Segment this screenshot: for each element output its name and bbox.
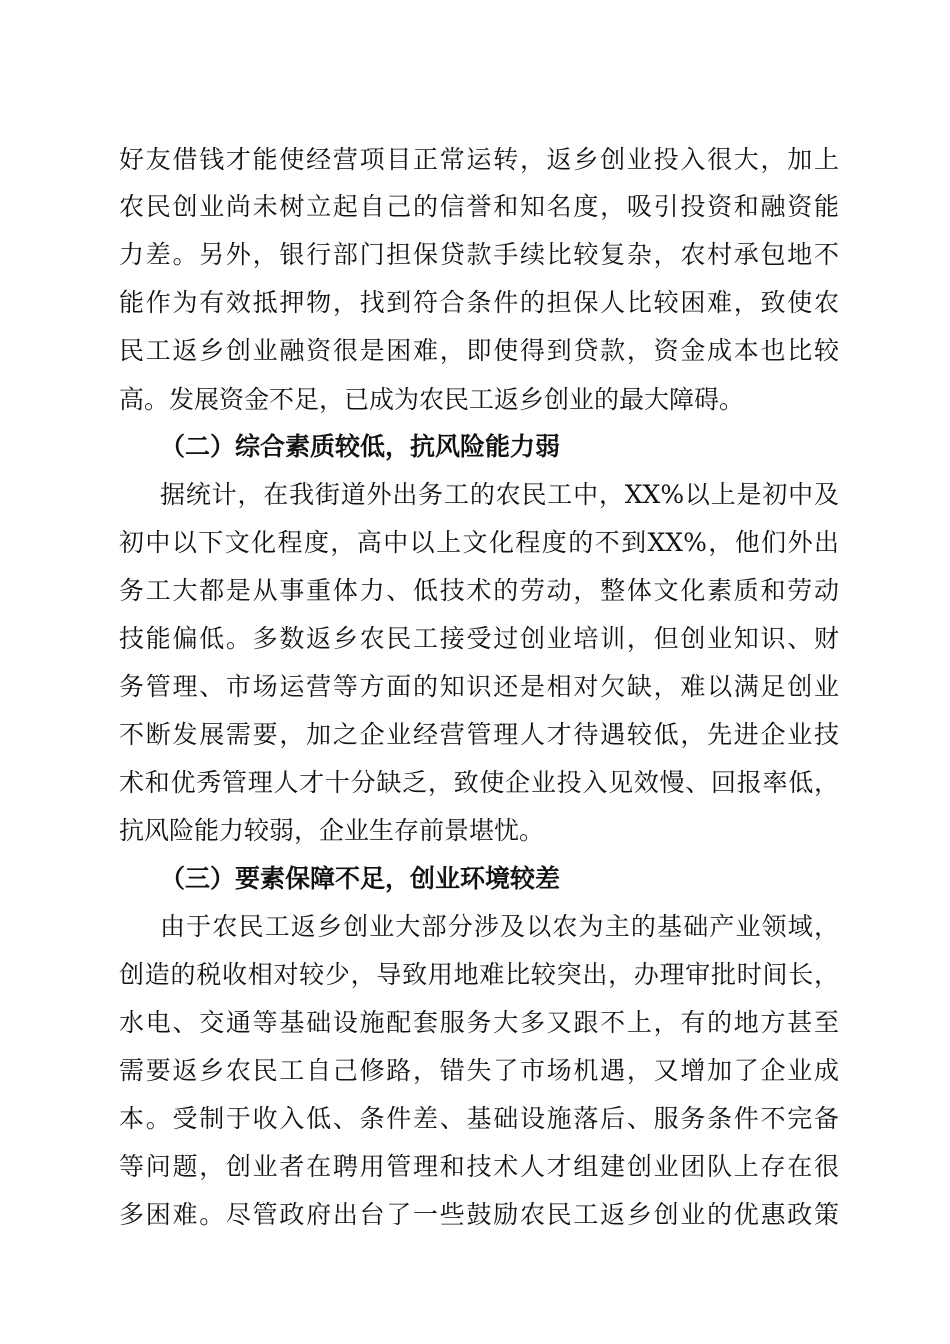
- paragraph-line: 创造的税收相对较少，导致用地难比较突出，办理审批时间长，: [119, 960, 839, 989]
- paragraph-line: 民工返乡创业融资很是困难，即使得到贷款，资金成本也比较: [119, 336, 839, 365]
- paragraph-line: 水电、交通等基础设施配套服务大多又跟不上，有的地方甚至: [119, 1008, 839, 1037]
- paragraph-line: 初中以下文化程度，高中以上文化程度的不到XX%，他们外出: [119, 528, 839, 557]
- paragraph-line: 高。发展资金不足，已成为农民工返乡创业的最大障碍。: [119, 385, 745, 414]
- paragraph-line: 技能偏低。多数返乡农民工接受过创业培训，但创业知识、财: [119, 624, 839, 653]
- paragraph-line: 好友借钱才能使经营项目正常运转，返乡创业投入很大，加上: [119, 145, 839, 174]
- paragraph-line: 力差。另外，银行部门担保贷款手续比较复杂，农村承包地不: [119, 240, 839, 269]
- paragraph-line: 等问题，创业者在聘用管理和技术人才组建创业团队上存在很: [119, 1152, 839, 1181]
- paragraph-line: 术和优秀管理人才十分缺乏，致使企业投入见效慢、回报率低，: [119, 768, 839, 797]
- paragraph-line: 由于农民工返乡创业大部分涉及以农为主的基础产业领域，: [160, 912, 839, 941]
- paragraph-line: 不断发展需要，加之企业经营管理人才待遇较低，先进企业技: [119, 720, 839, 749]
- paragraph-line: 需要返乡农民工自己修路，错失了市场机遇，又增加了企业成: [119, 1056, 839, 1085]
- paragraph-line: 务管理、市场运营等方面的知识还是相对欠缺，难以满足创业: [119, 672, 839, 701]
- paragraph-line: 本。受制于收入低、条件差、基础设施落后、服务条件不完备: [119, 1104, 839, 1133]
- section-heading-3: （三）要素保障不足，创业环境较差: [160, 864, 561, 893]
- paragraph-line: 务工大都是从事重体力、低技术的劳动，整体文化素质和劳动: [119, 576, 839, 605]
- paragraph-line: 据统计，在我街道外出务工的农民工中，XX%以上是初中及: [160, 480, 839, 509]
- paragraph-line: 抗风险能力较弱，企业生存前景堪忧。: [119, 816, 545, 845]
- paragraph-line: 能作为有效抵押物，找到符合条件的担保人比较困难，致使农: [119, 288, 839, 317]
- paragraph-line: 农民创业尚未树立起自己的信誉和知名度，吸引投资和融资能: [119, 192, 839, 221]
- paragraph-line: 多困难。尽管政府出台了一些鼓励农民工返乡创业的优惠政策: [119, 1200, 839, 1229]
- section-heading-2: （二）综合素质较低，抗风险能力弱: [160, 432, 561, 461]
